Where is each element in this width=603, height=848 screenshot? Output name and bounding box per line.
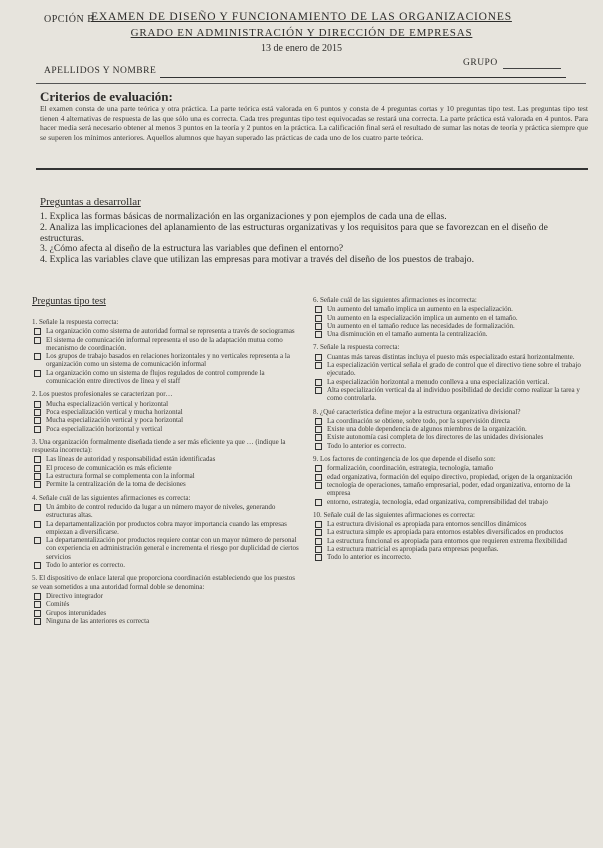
- answer-option-label: La estructura divisional es apropiada para entornos sencillos dinámicos: [327, 520, 527, 529]
- answer-option-label: Poca especialización vertical y mucha horizontal: [46, 407, 183, 416]
- essay-questions: [40, 212, 588, 266]
- checkbox-icon[interactable]: [34, 401, 41, 408]
- answer-option[interactable]: [313, 520, 585, 528]
- answer-option[interactable]: [32, 400, 300, 408]
- test-question-text: 9. Los factores de contingencia de los que depende el diseño son:: [313, 455, 496, 464]
- answer-option-label: El sistema de comunicación informal representa el uso de la adaptación mutua como mecanismo de coordinación.: [46, 335, 283, 352]
- answer-option[interactable]: [313, 498, 585, 506]
- test-question: [313, 511, 585, 562]
- test-question-text: 1. Señale la respuesta correcta:: [32, 318, 119, 326]
- answer-option-label: La estructura formal se complementa con la informal: [46, 472, 195, 481]
- answer-option[interactable]: [32, 592, 300, 600]
- answer-option[interactable]: [32, 600, 300, 608]
- answer-option[interactable]: [313, 314, 585, 322]
- answer-option[interactable]: [313, 322, 585, 330]
- answer-option[interactable]: [32, 408, 300, 416]
- checkbox-icon[interactable]: [315, 434, 322, 441]
- answer-option[interactable]: [313, 481, 585, 498]
- checkbox-icon[interactable]: [315, 465, 322, 472]
- checkbox-icon[interactable]: [315, 387, 322, 394]
- criteria-body: El examen consta de una parte teórica y otra práctica. La parte teórica está valorada en 6 puntos y consta de 4 preguntas cortas y 10 preguntas tipo test. Las preguntas tipo test tienen 4 alternativas de respuesta de las que sólo una es correcta. Cada tres preguntas tipo test equivocadas se restará una correcta. La parte práctica está valorada en 4 puntos. Para hacer media será necesario obtener al menos 3 puntos en la teoría y 2 puntos en la práctica. La calificación final será el resultado de sumar las notas de teoría y práctica siempre que se superen los mínimos anteriores. Aquellos alumnos que hayan superado las prácticas de cada uno de los cuatro parte teórica.: [40, 104, 588, 142]
- answer-option-label: Los grupos de trabajo basados en relaciones horizontales y no verticales representa a la organización como un sistema de comunicación informal: [46, 352, 290, 369]
- answer-option-label: formalización, coordinación, estrategia, tecnología, tamaño: [327, 464, 493, 473]
- answer-option-label: Poca especialización horizontal y vertical: [46, 424, 163, 433]
- checkbox-icon[interactable]: [315, 426, 322, 433]
- test-question: [313, 408, 585, 450]
- checkbox-icon[interactable]: [34, 610, 41, 617]
- answer-option[interactable]: [32, 416, 300, 424]
- answer-option-label: Mucha especialización vertical y horizontal: [46, 399, 169, 408]
- answer-option-label: Mucha especialización vertical y poca horizontal: [46, 416, 184, 425]
- answer-option[interactable]: [313, 417, 585, 425]
- answer-option[interactable]: [313, 305, 585, 313]
- checkbox-icon[interactable]: [34, 456, 41, 463]
- answer-option[interactable]: [313, 378, 585, 386]
- test-column-left: [32, 318, 300, 630]
- checkbox-icon[interactable]: [34, 328, 41, 335]
- checkbox-icon[interactable]: [315, 529, 322, 536]
- answer-option-label: Permite la centralización de la toma de decisiones: [46, 480, 186, 489]
- test-question-text: 2. Los puestos profesionales se caracterizan por…: [32, 390, 173, 399]
- answer-option[interactable]: [313, 433, 585, 441]
- answer-option-label: Todo lo anterior es correcto.: [327, 441, 407, 450]
- checkbox-icon[interactable]: [315, 354, 322, 361]
- essay-question: 4. Explica las variables clave que utilizan las empresas para motivar a través del diseño de los puestos de trabajo.: [40, 254, 474, 266]
- checkbox-icon[interactable]: [34, 601, 41, 608]
- test-questions-title: Preguntas tipo test: [32, 296, 106, 307]
- answer-option[interactable]: [313, 473, 585, 481]
- answer-option-label: Existe una doble dependencia de algunos miembros de la organización.: [327, 425, 527, 434]
- test-question: [32, 438, 300, 489]
- answer-option-label: La especialización vertical señala el grado de control que el directivo tiene sobre el trabajo ejecutado.: [327, 361, 581, 378]
- criteria-title: Criterios de evaluación:: [40, 89, 173, 104]
- answer-option[interactable]: [32, 617, 300, 625]
- essay-question: 1. Explica las formas básicas de normalización en las organizaciones y pon ejemplos de cada una de ellas.: [40, 211, 447, 222]
- answer-option-label: Existe autonomía casi completa de los directores de las unidades divisionales: [327, 433, 544, 442]
- answer-option-label: La especialización horizontal a menudo conlleva a una especialización vertical.: [327, 377, 550, 386]
- test-question: [313, 455, 585, 506]
- checkbox-icon[interactable]: [315, 474, 322, 481]
- answer-option[interactable]: [313, 528, 585, 536]
- checkbox-icon[interactable]: [315, 443, 322, 450]
- group-field[interactable]: [503, 68, 561, 69]
- checkbox-icon[interactable]: [315, 521, 322, 528]
- checkbox-icon[interactable]: [315, 554, 322, 561]
- checkbox-icon[interactable]: [34, 417, 41, 424]
- test-question: [313, 296, 585, 338]
- test-question: [32, 390, 300, 432]
- checkbox-icon[interactable]: [34, 481, 41, 488]
- answer-option-label: Grupos interunidades: [46, 608, 107, 617]
- answer-option-label: Las líneas de autoridad y responsabilidad están identificadas: [46, 455, 216, 464]
- checkbox-icon[interactable]: [315, 362, 322, 369]
- checkbox-icon[interactable]: [34, 562, 41, 569]
- answer-option-label: La estructura funcional es apropiada para entornos que requieren extrema flexibilidad: [327, 536, 567, 545]
- essay-questions-title: Preguntas a desarrollar: [40, 196, 141, 208]
- answer-option[interactable]: [313, 330, 585, 338]
- answer-option-label: Comités: [46, 600, 70, 609]
- answer-option-label: La coordinación se obtiene, sobre todo, por la supervisión directa: [327, 416, 510, 425]
- test-question-text: 3. Una organización formalmente diseñada tiende a ser más eficiente ya que … (indique la respuesta incorrecta):: [32, 437, 286, 455]
- answer-option[interactable]: [32, 609, 300, 617]
- checkbox-icon[interactable]: [315, 538, 322, 545]
- answer-option[interactable]: [313, 353, 585, 361]
- answer-option-label: Directivo integrador: [46, 591, 103, 600]
- checkbox-icon[interactable]: [34, 618, 41, 625]
- answer-option-label: La departamentalización por productos requiere contar con un mayor número de personal con experiencia en administración general e incrementa el riesgo por duplicidad de ciertos servicios: [46, 536, 299, 561]
- checkbox-icon[interactable]: [34, 593, 41, 600]
- exam-title: EXAMEN DE DISEÑO Y FUNCIONAMIENTO DE LAS ORGANIZACIONES: [91, 11, 512, 23]
- answer-option[interactable]: [313, 442, 585, 450]
- checkbox-icon[interactable]: [315, 482, 322, 489]
- answer-option-label: Un ámbito de control reducido da lugar a un número mayor de niveles, generando estructuras altas.: [46, 502, 276, 520]
- answer-option[interactable]: [32, 472, 300, 480]
- essay-question: 2. Analiza las implicaciones del aplanamiento de las estructuras organizativas y los requisitos para que se favorezcan en el diseño de estructuras.: [40, 221, 548, 244]
- checkbox-icon[interactable]: [34, 537, 41, 544]
- checkbox-icon[interactable]: [315, 418, 322, 425]
- answer-option-label: La estructura matricial es apropiada para empresas pequeñas.: [327, 545, 499, 554]
- exam-date: 13 de enero de 2015: [260, 43, 343, 54]
- answer-option[interactable]: [32, 503, 300, 520]
- answer-option[interactable]: [313, 537, 585, 545]
- test-question: [313, 343, 585, 402]
- answer-option[interactable]: [32, 369, 300, 386]
- answer-option[interactable]: [313, 425, 585, 433]
- answer-option[interactable]: [32, 455, 300, 463]
- name-field[interactable]: [160, 77, 566, 78]
- answer-option[interactable]: [313, 464, 585, 472]
- answer-option[interactable]: [313, 553, 585, 561]
- exam-subtitle: GRADO EN ADMINISTRACIÓN Y DIRECCIÓN DE EMPRESAS: [130, 27, 473, 39]
- answer-option-label: Todo lo anterior es incorrecto.: [327, 553, 412, 562]
- test-question-text: 6. Señale cuál de las siguientes afirmaciones es incorrecta:: [313, 296, 477, 304]
- answer-option-label: La estructura simple es apropiada para entornos estables diversificados en productos: [327, 528, 564, 537]
- answer-option-label: Un aumento del tamaño implica un aumento en la especialización.: [327, 305, 513, 314]
- group-label: GRUPO: [463, 58, 498, 68]
- test-question-text: 4. Señale cuál de las siguientes afirmaciones es correcta:: [32, 493, 191, 502]
- divider: [36, 168, 588, 170]
- answer-option[interactable]: [32, 480, 300, 488]
- checkbox-icon[interactable]: [34, 409, 41, 416]
- answer-option[interactable]: [32, 327, 300, 335]
- answer-option[interactable]: [32, 336, 300, 353]
- answer-option[interactable]: [32, 464, 300, 472]
- answer-option-label: La organización como un sistema de flujos regulados de control comprende la comunicación entre directivos de línea y el staff: [46, 368, 265, 386]
- checkbox-icon[interactable]: [34, 473, 41, 480]
- answer-option[interactable]: [313, 545, 585, 553]
- answer-option[interactable]: [32, 425, 300, 433]
- checkbox-icon[interactable]: [315, 315, 322, 322]
- answer-option-label: La departamentalización por productos cobra mayor importancia cuando las empresas empiezan a diversificarse.: [46, 519, 287, 536]
- answer-option-label: Alta especialización vertical da al individuo posibilidad de decidir como realizar la tarea y como controlarla.: [327, 385, 580, 403]
- answer-option[interactable]: [32, 520, 300, 537]
- test-column-right: [313, 296, 585, 567]
- test-question-text: 5. El dispositivo de enlace lateral que proporciona coordinación estableciendo que los puestos se vean sometidos a una autoridad formal doble se denomina:: [32, 574, 296, 591]
- name-label: APELLIDOS Y NOMBRE: [44, 66, 157, 76]
- answer-option-label: Ninguna de las anteriores es correcta: [46, 616, 150, 625]
- checkbox-icon[interactable]: [34, 504, 41, 511]
- answer-option-label: Un aumento en la especialización implica un aumento en el tamaño.: [327, 313, 518, 322]
- checkbox-icon[interactable]: [34, 370, 41, 377]
- checkbox-icon[interactable]: [315, 323, 322, 330]
- answer-option-label: Cuantas más tareas distintas incluya el puesto más especializado estará horizontalmente.: [327, 352, 575, 361]
- essay-question: 3. ¿Cómo afecta al diseño de la estructura las variables que definen el entorno?: [40, 243, 344, 255]
- answer-option-label: Un aumento en el tamaño reduce las necesidades de formalización.: [327, 321, 515, 330]
- answer-option[interactable]: [32, 561, 300, 569]
- checkbox-icon[interactable]: [315, 546, 322, 553]
- answer-option-label: tecnología de operaciones, tamaño empresarial, poder, edad organizativa, entorno de la empresa: [327, 480, 571, 498]
- test-question-text: 10. Señale cuál de las siguientes afirmaciones es correcta:: [313, 510, 475, 519]
- checkbox-icon[interactable]: [315, 331, 322, 338]
- answer-option[interactable]: [32, 352, 300, 369]
- checkbox-icon[interactable]: [315, 379, 322, 386]
- checkbox-icon[interactable]: [315, 499, 322, 506]
- answer-option-label: Todo lo anterior es correcto.: [46, 561, 126, 570]
- checkbox-icon[interactable]: [34, 521, 41, 528]
- answer-option[interactable]: [313, 386, 585, 403]
- answer-option[interactable]: [32, 536, 300, 561]
- answer-option-label: entorno, estrategia, tecnología, edad organizativa, comprensibilidad del trabajo: [327, 497, 548, 506]
- test-question: [32, 574, 300, 625]
- answer-option-label: edad organizativa, formación del equipo directivo, propiedad, origen de la organización: [327, 472, 573, 481]
- answer-option[interactable]: [313, 361, 585, 378]
- test-question-text: 8. ¿Qué característica define mejor a la estructura organizativa divisional?: [313, 407, 521, 416]
- checkbox-icon[interactable]: [34, 426, 41, 433]
- option-label: OPCIÓN B: [44, 14, 95, 25]
- divider: [36, 83, 586, 84]
- test-question: [32, 318, 300, 385]
- checkbox-icon[interactable]: [315, 306, 322, 313]
- answer-option-label: La organización como sistema de autoridad formal se representa a través de sociogramas: [46, 327, 295, 336]
- answer-option-label: Una disminución en el tamaño aumenta la centralización.: [327, 330, 488, 339]
- test-question: [32, 494, 300, 570]
- checkbox-icon[interactable]: [34, 337, 41, 344]
- answer-option-label: El proceso de comunicación es más eficiente: [46, 463, 172, 472]
- checkbox-icon[interactable]: [34, 465, 41, 472]
- checkbox-icon[interactable]: [34, 353, 41, 360]
- test-question-text: 7. Señale la respuesta correcta:: [313, 343, 400, 352]
